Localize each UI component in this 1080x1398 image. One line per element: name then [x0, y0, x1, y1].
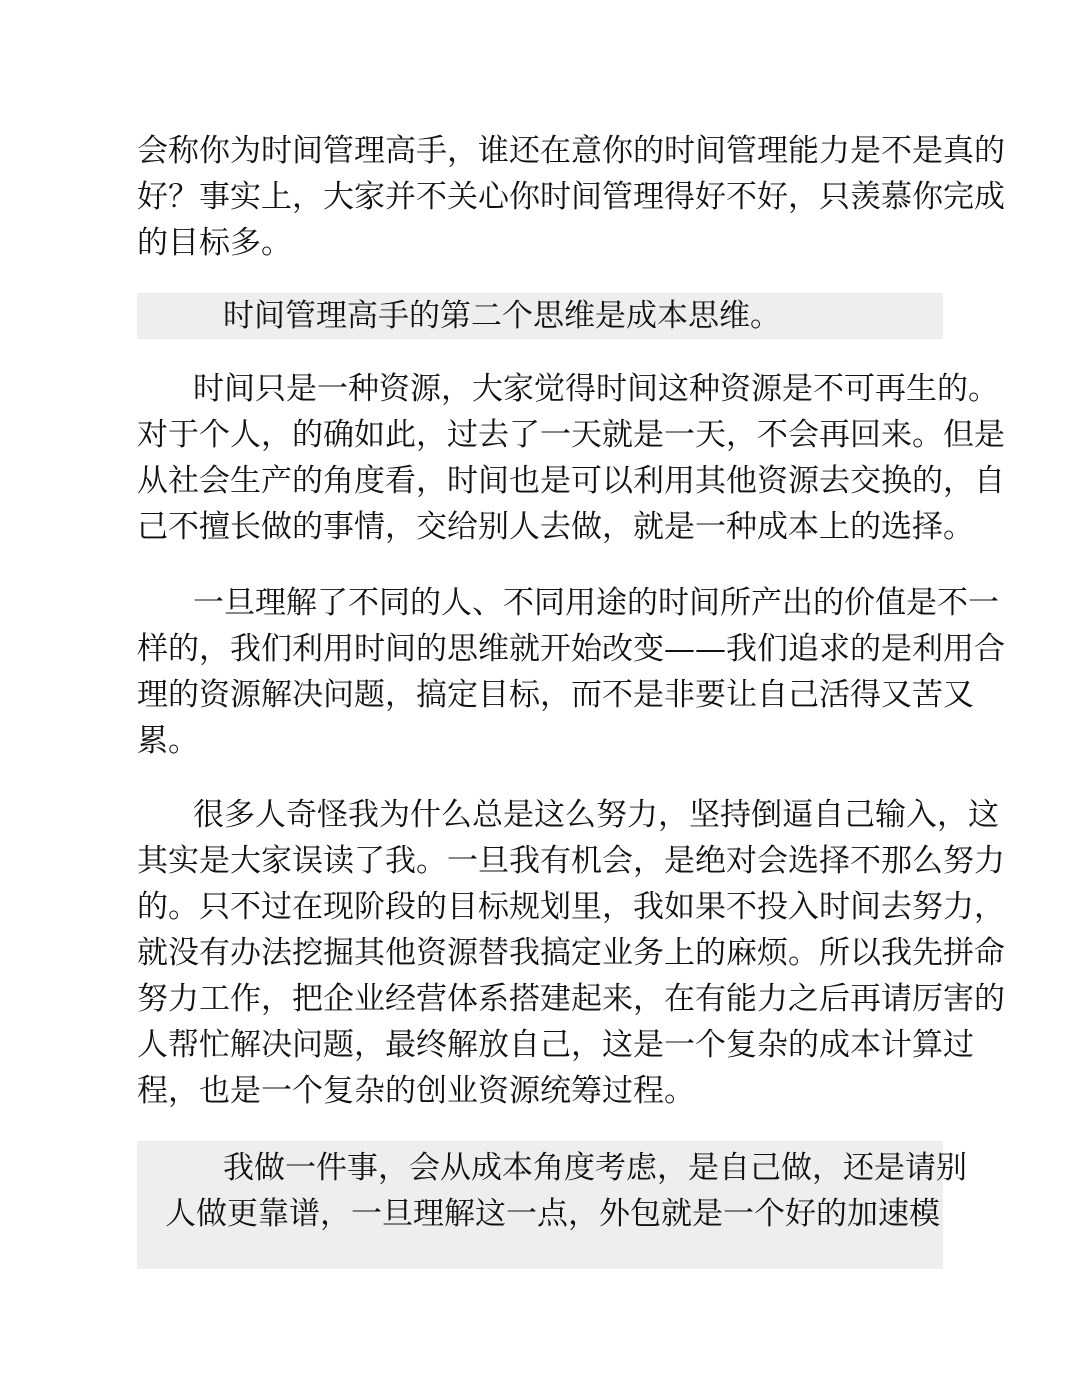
highlight-text: 时间管理高手的第二个思维是成本思维。	[223, 298, 781, 334]
text-line: 会称你为时间管理高手，谁还在意你的时间管理能力是不是真的	[137, 133, 1005, 169]
text-line: 很多人奇怪我为什么总是这么努力，坚持倒逼自己输入，这	[193, 797, 999, 833]
paragraph-4	[137, 792, 1005, 1114]
text-line: 累。	[137, 723, 199, 759]
highlight-text: 人做更靠谱，一旦理解这一点，外包就是一个好的加速模	[165, 1196, 940, 1232]
text-line: 努力工作，把企业经营体系搭建起来，在有能力之后再请厉害的	[137, 981, 1005, 1017]
text-line: 样的，我们利用时间的思维就开始改变——我们追求的是利用合	[137, 631, 1005, 667]
text-line: 程，也是一个复杂的创业资源统筹过程。	[137, 1073, 695, 1109]
text-line: 好？事实上，大家并不关心你时间管理得好不好，只羡慕你完成	[137, 179, 1005, 215]
highlight-text: 我做一件事，会从成本角度考虑，是自己做，还是请别	[223, 1150, 967, 1186]
text-line: 己不擅长做的事情，交给别人去做，就是一种成本上的选择。	[137, 509, 974, 545]
text-line: 时间只是一种资源，大家觉得时间这种资源是不可再生的。	[193, 371, 999, 407]
paragraph-1	[137, 128, 1005, 266]
text-line: 的目标多。	[137, 225, 292, 261]
text-line: 理的资源解决问题，搞定目标，而不是非要让自己活得又苦又	[137, 677, 974, 713]
text-line: 人帮忙解决问题，最终解放自己，这是一个复杂的成本计算过	[137, 1027, 974, 1063]
highlight-box-2	[137, 1141, 967, 1269]
text-line: 从社会生产的角度看，时间也是可以利用其他资源去交换的，自	[137, 463, 1005, 499]
highlight-box-1	[137, 293, 943, 339]
paragraph-2	[137, 366, 1005, 550]
text-line: 对于个人，的确如此，过去了一天就是一天，不会再回来。但是	[137, 417, 1005, 453]
text-line: 的。只不过在现阶段的目标规划里，我如果不投入时间去努力，	[137, 889, 1005, 925]
text-line: 其实是大家误读了我。一旦我有机会，是绝对会选择不那么努力	[137, 843, 1005, 879]
text-line: 一旦理解了不同的人、不同用途的时间所产出的价值是不一	[193, 585, 999, 621]
paragraph-3	[137, 580, 1005, 764]
text-line: 就没有办法挖掘其他资源替我搞定业务上的麻烦。所以我先拼命	[137, 935, 1005, 971]
